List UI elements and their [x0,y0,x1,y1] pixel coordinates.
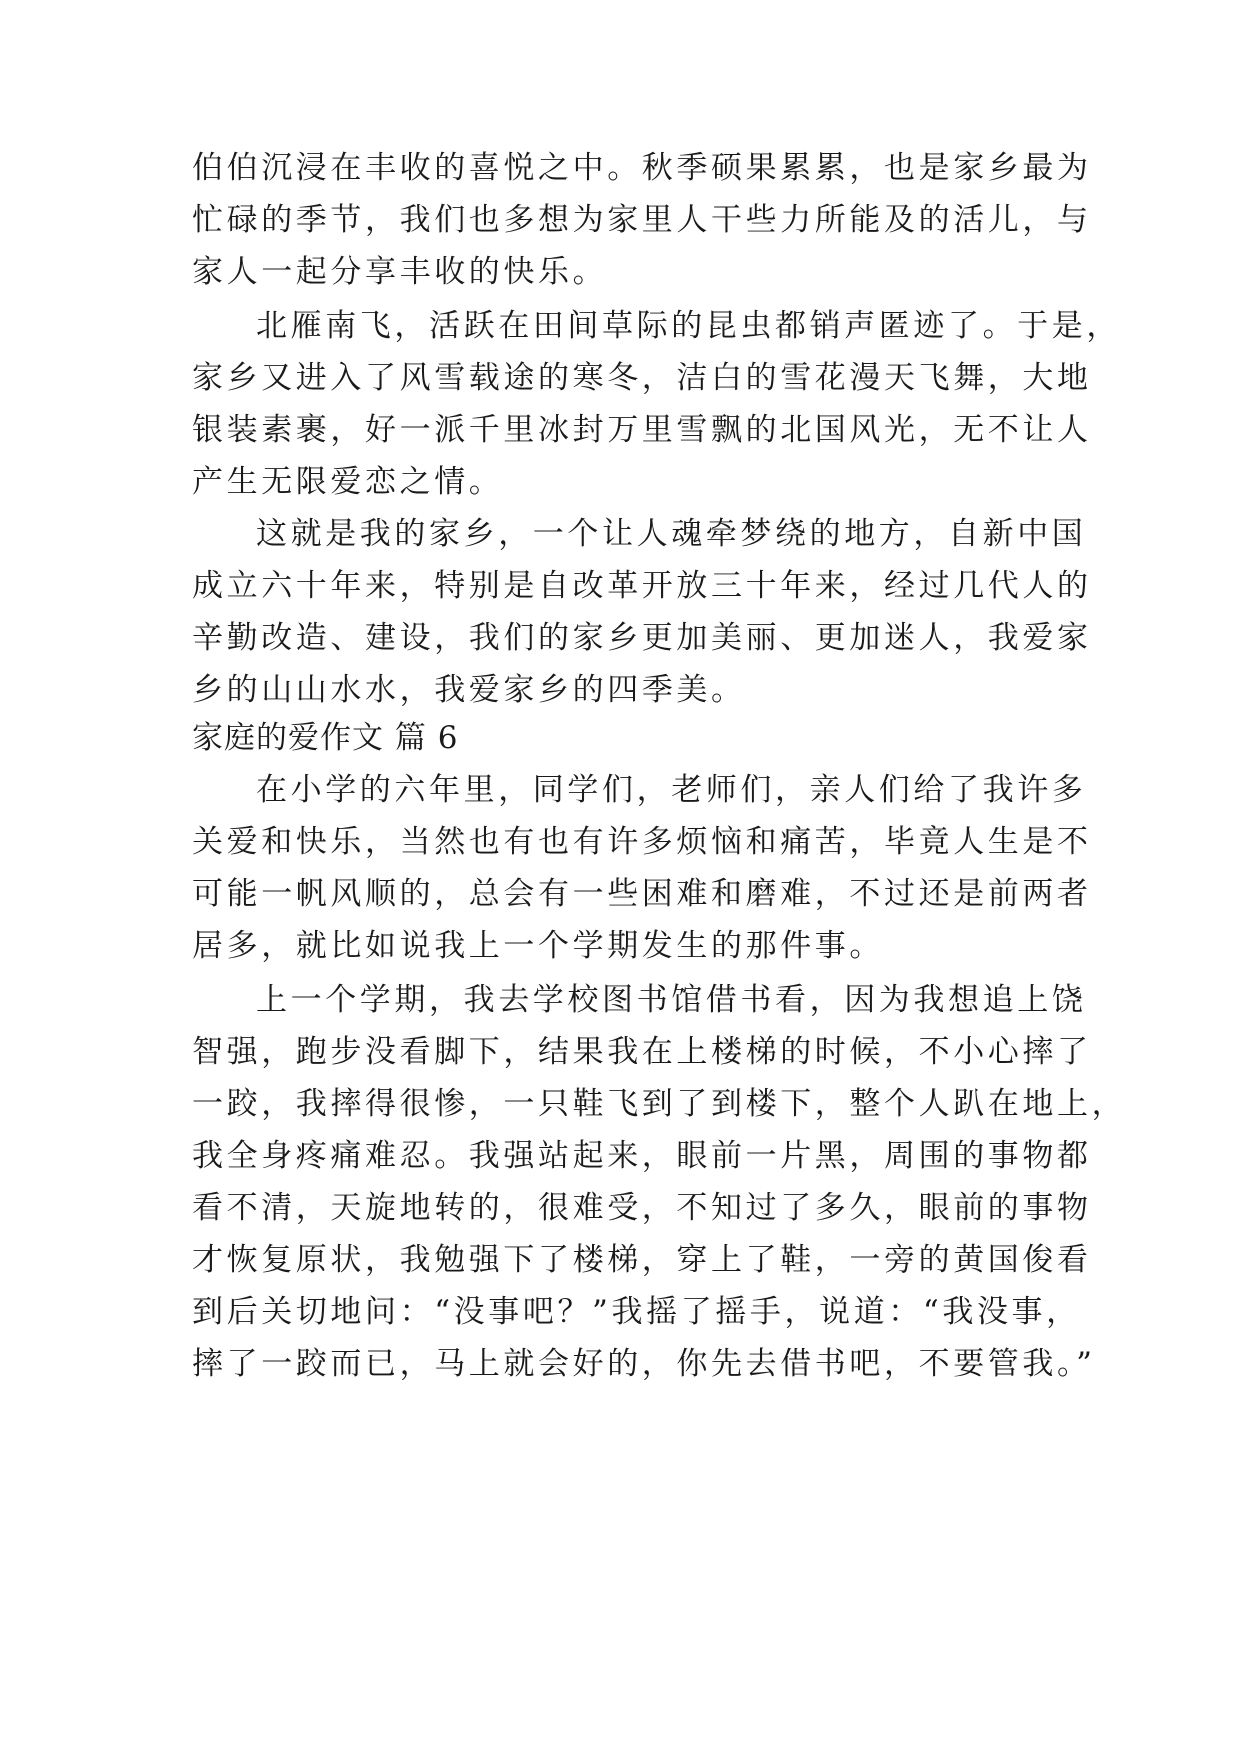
paragraph-line: 看不清，天旋地转的，很难受，不知过了多久，眼前的事物 [192,1190,1092,1226]
paragraph-line: 伯伯沉浸在丰收的喜悦之中。秋季硕果累累，也是家乡最为 [192,150,1092,186]
paragraph-line: 乡的山山水水，我爱家乡的四季美。 [192,672,746,708]
paragraph-line: 家乡又进入了风雪载途的寒冬，洁白的雪花漫天飞舞，大地 [192,360,1092,396]
paragraph-line: 忙碌的季节，我们也多想为家里人干些力所能及的活儿，与 [192,202,1092,238]
paragraph-line: 摔了一跤而已，马上就会好的，你先去借书吧，不要管我。” [192,1346,1096,1382]
paragraph-line: 北雁南飞，活跃在田间草际的昆虫都销声匿迹了。于是， [256,308,1121,344]
paragraph-line: 智强，跑步没看脚下，结果我在上楼梯的时候，不小心摔了 [192,1034,1092,1070]
paragraph-line: 到后关切地问：“没事吧？”我摇了摇手，说道：“我没事， [192,1294,1081,1330]
paragraph-line: 家人一起分享丰收的快乐。 [192,254,608,290]
paragraph-line: 上一个学期，我去学校图书馆借书看，因为我想追上饶 [256,982,1087,1018]
paragraph-line: 这就是我的家乡，一个让人魂牵梦绕的地方，自新中国 [256,516,1087,552]
paragraph-line: 产生无限爱恋之情。 [192,464,504,500]
paragraph-line: 一跤，我摔得很惨，一只鞋飞到了到楼下，整个人趴在地上， [192,1086,1127,1122]
paragraph-line: 辛勤改造、建设，我们的家乡更加美丽、更加迷人，我爱家 [192,620,1092,656]
paragraph-line: 银装素裹，好一派千里冰封万里雪飘的北国风光，无不让人 [192,412,1092,448]
paragraph-line: 才恢复原状，我勉强下了楼梯，穿上了鞋，一旁的黄国俊看 [192,1242,1092,1278]
paragraph-line: 居多，就比如说我上一个学期发生的那件事。 [192,928,884,964]
paragraph-line: 我全身疼痛难忍。我强站起来，眼前一片黑，周围的事物都 [192,1138,1092,1174]
paragraph-line: 成立六十年来，特别是自改革开放三十年来，经过几代人的 [192,568,1092,604]
paragraph-line: 在小学的六年里，同学们，老师们，亲人们给了我许多 [256,772,1087,808]
paragraph-line: 关爱和快乐，当然也有也有许多烦恼和痛苦，毕竟人生是不 [192,824,1092,860]
section-heading: 家庭的爱作文 篇 6 [192,720,459,756]
paragraph-line: 可能一帆风顺的，总会有一些困难和磨难，不过还是前两者 [192,876,1092,912]
